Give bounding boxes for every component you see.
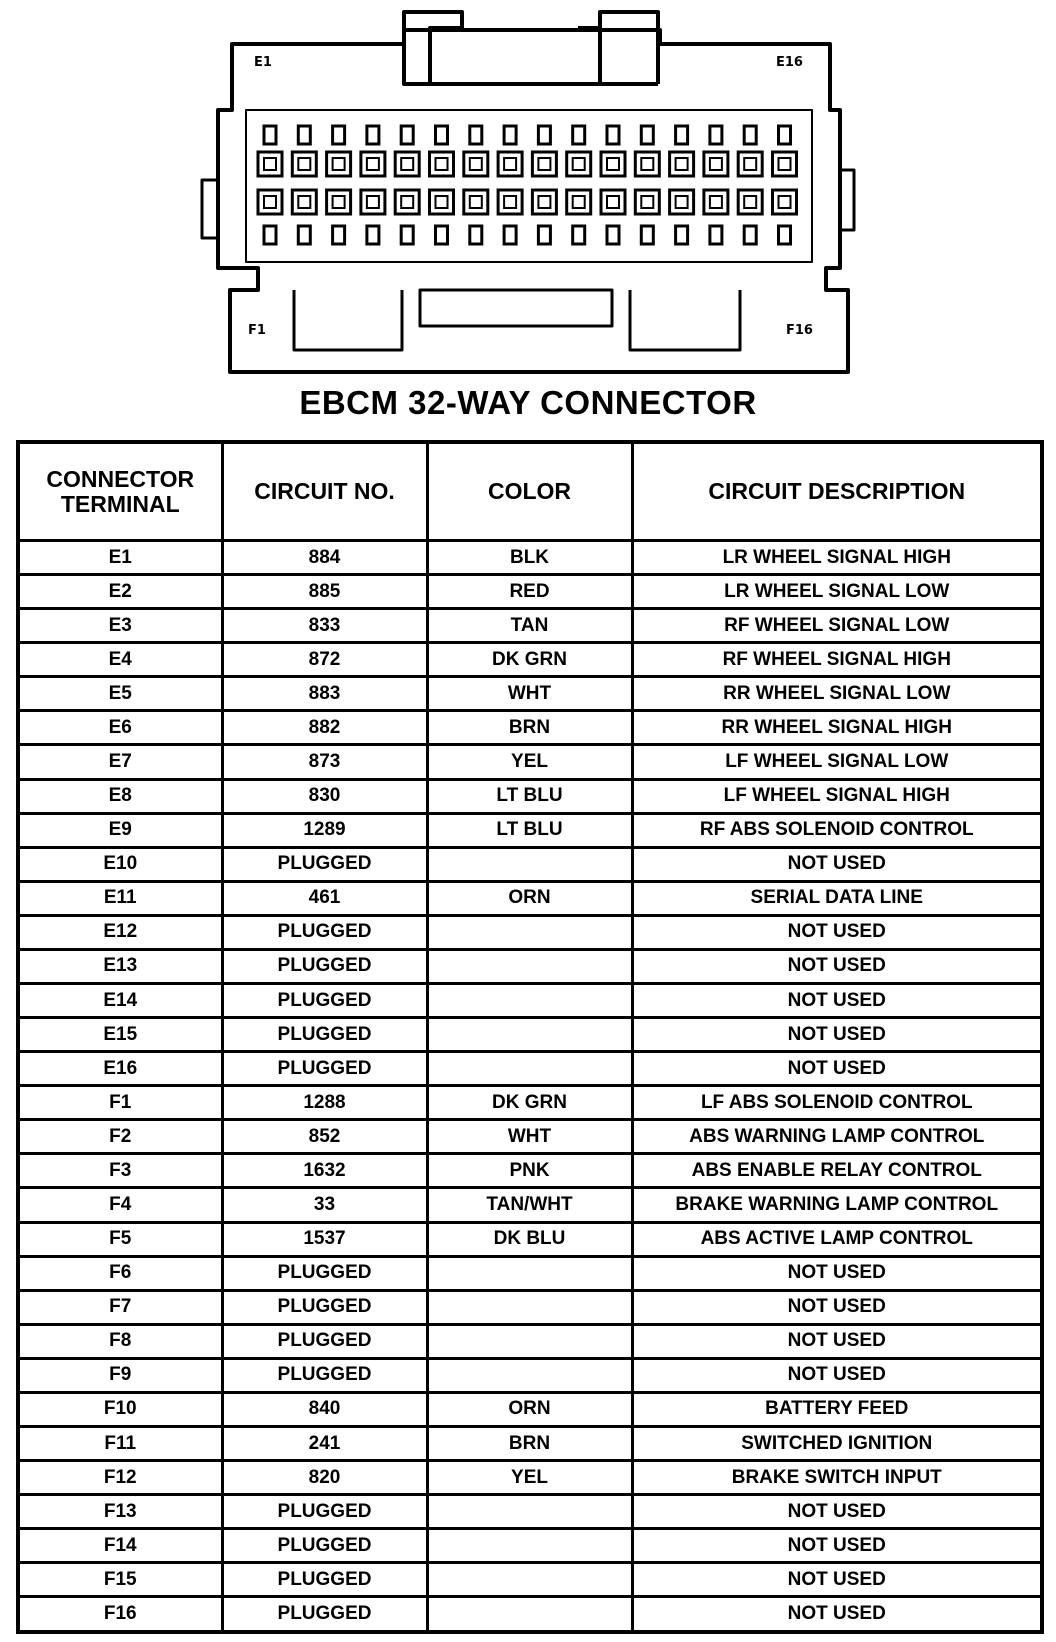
description-cell: NOT USED bbox=[632, 984, 1042, 1018]
pin-cavity-e bbox=[258, 152, 282, 176]
circuit-cell: PLUGGED bbox=[222, 1052, 427, 1086]
color-cell bbox=[427, 1018, 632, 1052]
pin-cavity-f bbox=[601, 190, 625, 214]
pin-latch bbox=[573, 126, 585, 144]
pin-cavity-f bbox=[773, 190, 797, 214]
description-cell: ABS ACTIVE LAMP CONTROL bbox=[632, 1222, 1042, 1256]
terminal-cell: F5 bbox=[18, 1222, 222, 1256]
pin-latch bbox=[367, 126, 379, 144]
description-cell: NOT USED bbox=[632, 1018, 1042, 1052]
description-cell: RF WHEEL SIGNAL HIGH bbox=[632, 643, 1042, 677]
table-row bbox=[18, 1120, 1042, 1154]
circuit-cell: PLUGGED bbox=[222, 915, 427, 949]
pin-contact bbox=[504, 196, 516, 208]
terminal-cell: F14 bbox=[18, 1529, 222, 1563]
pin-latch bbox=[607, 126, 619, 144]
color-cell: TAN bbox=[427, 609, 632, 643]
pin-latch bbox=[264, 126, 276, 144]
pin-label-bottom-right: F16 bbox=[786, 323, 813, 338]
table-row bbox=[18, 1563, 1042, 1597]
pin-contact bbox=[538, 196, 550, 208]
table-row bbox=[18, 1358, 1042, 1392]
terminal-cell: F11 bbox=[18, 1427, 222, 1461]
pin-label-top-left: E1 bbox=[254, 55, 272, 70]
description-cell: NOT USED bbox=[632, 1358, 1042, 1392]
color-cell bbox=[427, 1597, 632, 1632]
pin-latch bbox=[779, 226, 791, 244]
description-cell: LF WHEEL SIGNAL LOW bbox=[632, 745, 1042, 779]
description-cell: BATTERY FEED bbox=[632, 1392, 1042, 1426]
circuit-cell: PLUGGED bbox=[222, 1563, 427, 1597]
terminal-cell: E9 bbox=[18, 813, 222, 847]
description-cell: NOT USED bbox=[632, 1495, 1042, 1529]
color-cell bbox=[427, 1529, 632, 1563]
color-cell bbox=[427, 1052, 632, 1086]
description-cell: LF ABS SOLENOID CONTROL bbox=[632, 1086, 1042, 1120]
pin-latch bbox=[641, 126, 653, 144]
pin-cavity-e bbox=[532, 152, 556, 176]
circuit-cell: 885 bbox=[222, 575, 427, 609]
table-row bbox=[18, 1086, 1042, 1120]
terminal-cell: F13 bbox=[18, 1495, 222, 1529]
color-cell: RED bbox=[427, 575, 632, 609]
pin-contact bbox=[298, 196, 310, 208]
circuit-cell: 820 bbox=[222, 1461, 427, 1495]
table-row bbox=[18, 881, 1042, 915]
circuit-cell: PLUGGED bbox=[222, 1529, 427, 1563]
pin-contact bbox=[264, 158, 276, 170]
pin-latch bbox=[538, 126, 550, 144]
color-cell: ORN bbox=[427, 1392, 632, 1426]
table-row bbox=[18, 1188, 1042, 1222]
circuit-cell: 833 bbox=[222, 609, 427, 643]
pin-latch bbox=[744, 126, 756, 144]
terminal-cell: F8 bbox=[18, 1324, 222, 1358]
pin-cavity-f bbox=[670, 190, 694, 214]
pin-cavity-e bbox=[327, 152, 351, 176]
terminal-cell: E15 bbox=[18, 1018, 222, 1052]
circuit-cell: PLUGGED bbox=[222, 1495, 427, 1529]
terminal-cell: F9 bbox=[18, 1358, 222, 1392]
terminal-cell: F4 bbox=[18, 1188, 222, 1222]
color-cell bbox=[427, 847, 632, 881]
pin-latch bbox=[504, 126, 516, 144]
pin-contact bbox=[676, 158, 688, 170]
table-row bbox=[18, 1461, 1042, 1495]
pin-contact bbox=[744, 158, 756, 170]
color-cell: DK BLU bbox=[427, 1222, 632, 1256]
terminal-cell: E11 bbox=[18, 881, 222, 915]
pin-cavity-e bbox=[635, 152, 659, 176]
table-row bbox=[18, 1597, 1042, 1632]
circuit-cell: PLUGGED bbox=[222, 1358, 427, 1392]
color-cell: YEL bbox=[427, 1461, 632, 1495]
terminal-cell: E12 bbox=[18, 915, 222, 949]
pin-contact bbox=[744, 196, 756, 208]
pin-latch bbox=[298, 226, 310, 244]
pin-contact bbox=[607, 196, 619, 208]
circuit-cell: 884 bbox=[222, 541, 427, 575]
table-row bbox=[18, 677, 1042, 711]
circuit-cell: 1289 bbox=[222, 813, 427, 847]
color-cell: TAN/WHT bbox=[427, 1188, 632, 1222]
pin-contact bbox=[367, 158, 379, 170]
circuit-cell: PLUGGED bbox=[222, 949, 427, 983]
pin-contact bbox=[333, 158, 345, 170]
pin-cavity-f bbox=[635, 190, 659, 214]
description-cell: NOT USED bbox=[632, 1597, 1042, 1632]
table-row bbox=[18, 1222, 1042, 1256]
terminal-cell: E7 bbox=[18, 745, 222, 779]
pin-latch bbox=[676, 226, 688, 244]
table-row bbox=[18, 1324, 1042, 1358]
table-header-row bbox=[18, 442, 1042, 541]
terminal-cell: E1 bbox=[18, 541, 222, 575]
terminal-cell: F7 bbox=[18, 1290, 222, 1324]
pin-contact bbox=[504, 158, 516, 170]
terminal-cell: E16 bbox=[18, 1052, 222, 1086]
description-cell: BRAKE WARNING LAMP CONTROL bbox=[632, 1188, 1042, 1222]
table-row bbox=[18, 1052, 1042, 1086]
circuit-cell: 882 bbox=[222, 711, 427, 745]
table-row bbox=[18, 1154, 1042, 1188]
terminal-cell: E10 bbox=[18, 847, 222, 881]
description-cell: NOT USED bbox=[632, 1052, 1042, 1086]
color-cell bbox=[427, 949, 632, 983]
pin-latch bbox=[470, 226, 482, 244]
table-row bbox=[18, 711, 1042, 745]
description-cell: RR WHEEL SIGNAL HIGH bbox=[632, 711, 1042, 745]
pin-latch bbox=[333, 126, 345, 144]
pin-latch bbox=[607, 226, 619, 244]
circuit-cell: PLUGGED bbox=[222, 1256, 427, 1290]
pin-contact bbox=[470, 196, 482, 208]
color-cell: ORN bbox=[427, 881, 632, 915]
description-cell: RR WHEEL SIGNAL LOW bbox=[632, 677, 1042, 711]
terminal-cell: F6 bbox=[18, 1256, 222, 1290]
circuit-cell: 883 bbox=[222, 677, 427, 711]
table-row bbox=[18, 1290, 1042, 1324]
circuit-cell: 840 bbox=[222, 1392, 427, 1426]
circuit-cell: 1537 bbox=[222, 1222, 427, 1256]
color-cell bbox=[427, 1324, 632, 1358]
circuit-cell: 33 bbox=[222, 1188, 427, 1222]
table-row bbox=[18, 643, 1042, 677]
circuit-cell: 873 bbox=[222, 745, 427, 779]
terminal-cell: F15 bbox=[18, 1563, 222, 1597]
pin-cavity-f bbox=[327, 190, 351, 214]
table-row bbox=[18, 609, 1042, 643]
description-cell: NOT USED bbox=[632, 1256, 1042, 1290]
circuit-cell: 1632 bbox=[222, 1154, 427, 1188]
pin-array bbox=[258, 126, 797, 244]
pin-latch bbox=[298, 126, 310, 144]
table-row bbox=[18, 745, 1042, 779]
terminal-cell: E4 bbox=[18, 643, 222, 677]
color-cell bbox=[427, 1563, 632, 1597]
pin-latch bbox=[436, 226, 448, 244]
pin-contact bbox=[401, 196, 413, 208]
pin-cavity-f bbox=[395, 190, 419, 214]
pin-cavity-e bbox=[464, 152, 488, 176]
terminal-cell: E6 bbox=[18, 711, 222, 745]
table-row bbox=[18, 915, 1042, 949]
pin-latch bbox=[710, 226, 722, 244]
circuit-cell: PLUGGED bbox=[222, 1324, 427, 1358]
color-cell: LT BLU bbox=[427, 813, 632, 847]
color-cell bbox=[427, 1495, 632, 1529]
terminal-cell: F1 bbox=[18, 1086, 222, 1120]
pin-contact bbox=[367, 196, 379, 208]
circuit-cell: 461 bbox=[222, 881, 427, 915]
color-cell bbox=[427, 984, 632, 1018]
color-cell: DK GRN bbox=[427, 1086, 632, 1120]
pin-latch bbox=[436, 126, 448, 144]
color-cell bbox=[427, 1358, 632, 1392]
pin-contact bbox=[470, 158, 482, 170]
circuit-cell: 1288 bbox=[222, 1086, 427, 1120]
pin-cavity-e bbox=[292, 152, 316, 176]
pin-cavity-f bbox=[738, 190, 762, 214]
pin-cavity-f bbox=[567, 190, 591, 214]
pin-cavity-f bbox=[704, 190, 728, 214]
pin-contact bbox=[401, 158, 413, 170]
diagram-title: EBCM 32-WAY CONNECTOR bbox=[299, 384, 757, 421]
terminal-cell: F12 bbox=[18, 1461, 222, 1495]
pin-latch bbox=[538, 226, 550, 244]
pin-cavity-f bbox=[430, 190, 454, 214]
description-cell: NOT USED bbox=[632, 847, 1042, 881]
pin-contact bbox=[779, 158, 791, 170]
pin-cavity-f bbox=[292, 190, 316, 214]
pin-latch bbox=[641, 226, 653, 244]
description-cell: NOT USED bbox=[632, 915, 1042, 949]
color-cell: PNK bbox=[427, 1154, 632, 1188]
pin-contact bbox=[573, 158, 585, 170]
terminal-cell: F16 bbox=[18, 1597, 222, 1632]
terminal-cell: E2 bbox=[18, 575, 222, 609]
description-cell: NOT USED bbox=[632, 1529, 1042, 1563]
circuit-cell: PLUGGED bbox=[222, 1597, 427, 1632]
pin-latch bbox=[710, 126, 722, 144]
pin-contact bbox=[436, 196, 448, 208]
pin-latch bbox=[401, 126, 413, 144]
pin-cavity-e bbox=[361, 152, 385, 176]
pin-contact bbox=[538, 158, 550, 170]
header-connector-terminal: CONNECTOR TERMINAL bbox=[18, 442, 222, 541]
description-cell: ABS WARNING LAMP CONTROL bbox=[632, 1120, 1042, 1154]
pin-latch bbox=[367, 226, 379, 244]
pin-latch bbox=[401, 226, 413, 244]
description-cell: LR WHEEL SIGNAL HIGH bbox=[632, 541, 1042, 575]
circuit-cell: PLUGGED bbox=[222, 984, 427, 1018]
description-cell: SWITCHED IGNITION bbox=[632, 1427, 1042, 1461]
pin-cavity-f bbox=[361, 190, 385, 214]
color-cell: BRN bbox=[427, 711, 632, 745]
description-cell: RF ABS SOLENOID CONTROL bbox=[632, 813, 1042, 847]
color-cell: WHT bbox=[427, 677, 632, 711]
pin-cavity-f bbox=[498, 190, 522, 214]
pin-latch bbox=[264, 226, 276, 244]
header-circuit-description: CIRCUIT DESCRIPTION bbox=[632, 442, 1042, 541]
pin-cavity-f bbox=[532, 190, 556, 214]
terminal-cell: F3 bbox=[18, 1154, 222, 1188]
pin-cavity-e bbox=[430, 152, 454, 176]
color-cell bbox=[427, 1256, 632, 1290]
color-cell bbox=[427, 915, 632, 949]
pin-contact bbox=[779, 196, 791, 208]
table-row bbox=[18, 779, 1042, 813]
pin-latch bbox=[744, 226, 756, 244]
pinout-table bbox=[16, 440, 1044, 1634]
table-row bbox=[18, 1529, 1042, 1563]
color-cell: BLK bbox=[427, 541, 632, 575]
pin-contact bbox=[436, 158, 448, 170]
table-row bbox=[18, 949, 1042, 983]
pin-cavity-e bbox=[498, 152, 522, 176]
pin-cavity-e bbox=[601, 152, 625, 176]
description-cell: LR WHEEL SIGNAL LOW bbox=[632, 575, 1042, 609]
pin-cavity-e bbox=[395, 152, 419, 176]
circuit-cell: PLUGGED bbox=[222, 847, 427, 881]
pin-latch bbox=[573, 226, 585, 244]
color-cell bbox=[427, 1290, 632, 1324]
pin-latch bbox=[676, 126, 688, 144]
description-cell: NOT USED bbox=[632, 1290, 1042, 1324]
color-cell: LT BLU bbox=[427, 779, 632, 813]
table-row bbox=[18, 1018, 1042, 1052]
pin-contact bbox=[676, 196, 688, 208]
header-circuit-no: CIRCUIT NO. bbox=[222, 442, 427, 541]
terminal-cell: F2 bbox=[18, 1120, 222, 1154]
connector-diagram bbox=[0, 0, 1056, 390]
circuit-cell: 852 bbox=[222, 1120, 427, 1154]
color-cell: WHT bbox=[427, 1120, 632, 1154]
pin-contact bbox=[607, 158, 619, 170]
pin-latch bbox=[779, 126, 791, 144]
terminal-cell: E14 bbox=[18, 984, 222, 1018]
pin-contact bbox=[573, 196, 585, 208]
table-row bbox=[18, 1256, 1042, 1290]
pin-cavity-e bbox=[567, 152, 591, 176]
terminal-cell: E3 bbox=[18, 609, 222, 643]
table-row bbox=[18, 1392, 1042, 1426]
pin-cavity-f bbox=[258, 190, 282, 214]
circuit-cell: 830 bbox=[222, 779, 427, 813]
terminal-cell: E5 bbox=[18, 677, 222, 711]
pin-label-bottom-left: F1 bbox=[248, 323, 266, 338]
description-cell: ABS ENABLE RELAY CONTROL bbox=[632, 1154, 1042, 1188]
description-cell: BRAKE SWITCH INPUT bbox=[632, 1461, 1042, 1495]
description-cell: SERIAL DATA LINE bbox=[632, 881, 1042, 915]
circuit-cell: 241 bbox=[222, 1427, 427, 1461]
pin-contact bbox=[710, 196, 722, 208]
description-cell: RF WHEEL SIGNAL LOW bbox=[632, 609, 1042, 643]
description-cell: NOT USED bbox=[632, 949, 1042, 983]
table-row bbox=[18, 1495, 1042, 1529]
pin-cavity-e bbox=[670, 152, 694, 176]
pin-contact bbox=[298, 158, 310, 170]
pin-contact bbox=[641, 158, 653, 170]
terminal-cell: E8 bbox=[18, 779, 222, 813]
pin-contact bbox=[333, 196, 345, 208]
pin-cavity-e bbox=[773, 152, 797, 176]
table-row bbox=[18, 847, 1042, 881]
description-cell: NOT USED bbox=[632, 1324, 1042, 1358]
color-cell: BRN bbox=[427, 1427, 632, 1461]
table-row bbox=[18, 1427, 1042, 1461]
description-cell: LF WHEEL SIGNAL HIGH bbox=[632, 779, 1042, 813]
pin-cavity-e bbox=[704, 152, 728, 176]
pin-latch bbox=[470, 126, 482, 144]
pin-cavity-e bbox=[738, 152, 762, 176]
color-cell: DK GRN bbox=[427, 643, 632, 677]
table-body bbox=[18, 541, 1042, 1633]
pin-contact bbox=[710, 158, 722, 170]
table-row bbox=[18, 984, 1042, 1018]
circuit-cell: PLUGGED bbox=[222, 1290, 427, 1324]
pin-contact bbox=[264, 196, 276, 208]
pin-contact bbox=[641, 196, 653, 208]
pin-latch bbox=[504, 226, 516, 244]
pin-cavity-f bbox=[464, 190, 488, 214]
pin-latch bbox=[333, 226, 345, 244]
pin-label-top-right: E16 bbox=[776, 55, 803, 70]
terminal-cell: E13 bbox=[18, 949, 222, 983]
circuit-cell: PLUGGED bbox=[222, 1018, 427, 1052]
header-color: COLOR bbox=[427, 442, 632, 541]
description-cell: NOT USED bbox=[632, 1563, 1042, 1597]
connector-outline bbox=[202, 12, 854, 372]
color-cell: YEL bbox=[427, 745, 632, 779]
table-row bbox=[18, 541, 1042, 575]
terminal-cell: F10 bbox=[18, 1392, 222, 1426]
table-row bbox=[18, 813, 1042, 847]
table-row bbox=[18, 575, 1042, 609]
circuit-cell: 872 bbox=[222, 643, 427, 677]
